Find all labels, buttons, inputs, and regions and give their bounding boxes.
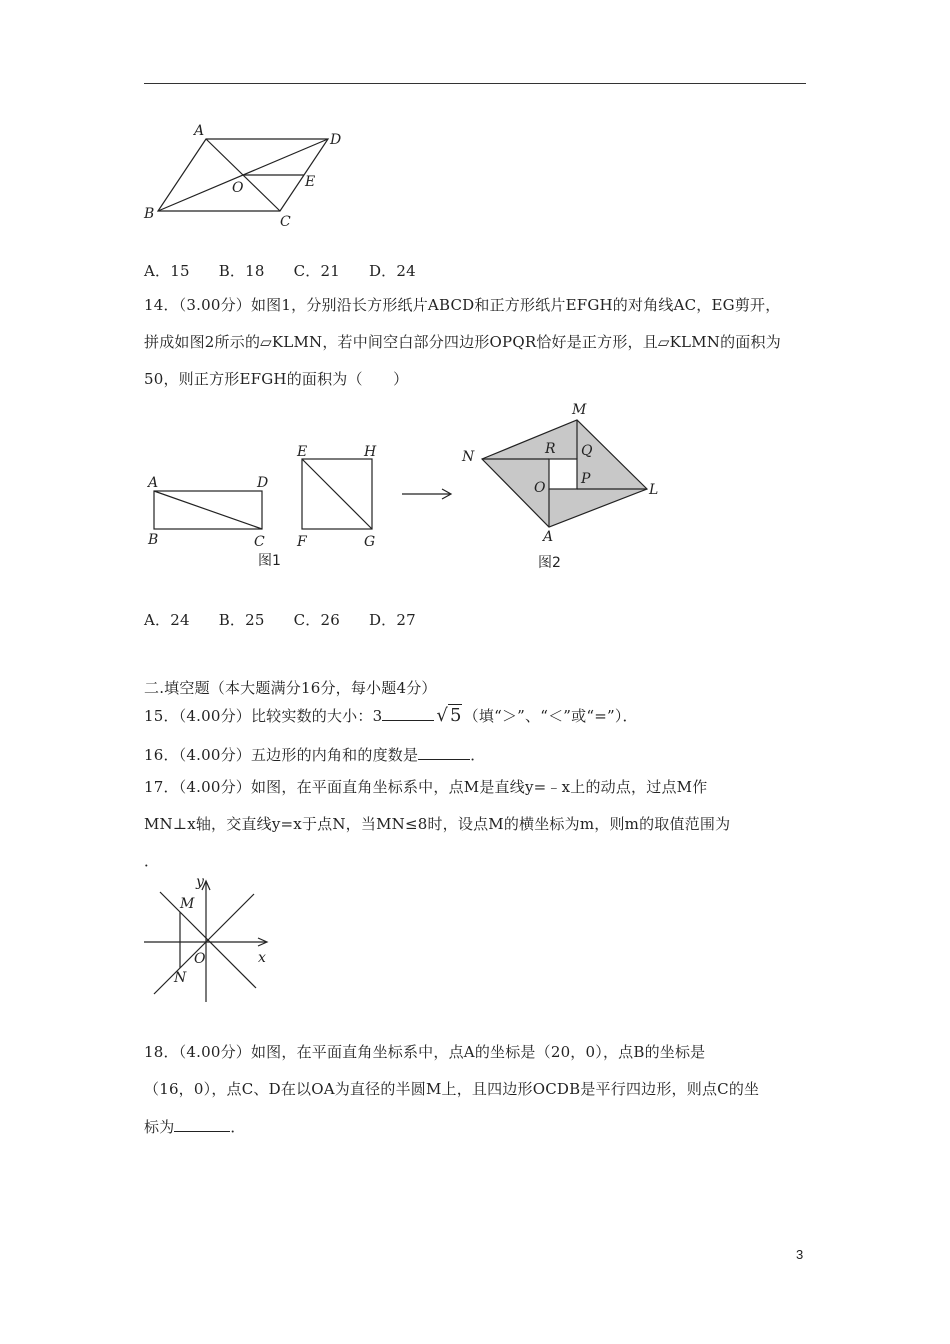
caption-fig1: 图1	[258, 553, 281, 569]
q14-line-2: 拼成如图2所示的▱KLMN，若中间空白部分四边形OPQR恰好是正方形，且▱KLMN的面积为	[144, 333, 781, 351]
q15-prefix: 15．（4.00分）比较实数的大小：3	[144, 707, 383, 725]
label-E: E	[297, 444, 308, 460]
figure-q14	[140, 398, 680, 582]
label-A: A	[194, 123, 205, 139]
label-C: C	[280, 214, 291, 230]
q17-line-3: ．	[144, 852, 160, 870]
label-O: O	[534, 480, 546, 496]
label-P: P	[581, 471, 591, 487]
choice-d: D．24	[368, 262, 416, 280]
q16-text: 16．（4.00分）五边形的内角和的度数是	[144, 746, 419, 764]
choice-b: B．18	[218, 262, 265, 280]
label-x: x	[258, 950, 266, 966]
q15-suffix: （填“＞”、“＜”或“=”）．	[463, 707, 638, 725]
choice-d: D．27	[368, 611, 416, 629]
label-O: O	[232, 180, 244, 196]
q18-prefix: 标为	[144, 1118, 175, 1136]
figure-q13-parallelogram	[140, 118, 360, 234]
q16-line	[144, 744, 485, 765]
header-rule	[144, 83, 806, 84]
label-G: G	[364, 534, 376, 550]
label-y: y	[196, 874, 204, 890]
q14-line-3: 50，则正方形EFGH的面积为（ ）	[144, 370, 409, 388]
q16-end: ．	[470, 746, 486, 764]
label-R: R	[545, 441, 556, 457]
q17-line-1: 17．（4.00分）如图，在平面直角坐标系中，点M是直线y=﹣x上的动点，过点M作	[144, 778, 708, 796]
figure-q17-axes	[140, 872, 280, 1012]
q15-line	[144, 705, 638, 726]
answer-blank[interactable]	[382, 706, 434, 721]
q13-choices	[144, 260, 440, 281]
q18-line-1: 18．（4.00分）如图，在平面直角坐标系中，点A的坐标是（20，0），点B的坐标是	[144, 1043, 706, 1061]
answer-blank[interactable]	[418, 745, 470, 760]
label-D: D	[330, 132, 342, 148]
label-O: O	[194, 951, 206, 967]
label-N: N	[174, 970, 187, 986]
label-A2: A	[543, 529, 554, 545]
q18-end: ．	[230, 1118, 246, 1136]
q18-line-3	[144, 1116, 246, 1137]
q17-line-2: MN⊥x轴，交直线y=x于点N，当MN≤8时，设点M的横坐标为m，则m的取值范围为	[144, 815, 731, 833]
page-number: 3	[796, 1247, 804, 1262]
choice-c: C．26	[293, 611, 340, 629]
choice-c: C．21	[293, 262, 340, 280]
label-B: B	[144, 206, 155, 222]
q14-choices	[144, 609, 440, 630]
sqrt-symbol: √ 5	[436, 705, 462, 726]
q14-line-1: 14．（3.00分）如图1，分别沿长方形纸片ABCD和正方形纸片EFGH的对角线AC，EG剪开，	[144, 296, 781, 314]
choice-a: A．15	[144, 262, 190, 280]
sqrt-radicand: 5	[450, 705, 462, 726]
caption-fig2: 图2	[538, 555, 561, 571]
label-E: E	[305, 174, 316, 190]
answer-blank[interactable]	[174, 1117, 230, 1132]
label-F: F	[297, 534, 307, 550]
label-M: M	[180, 896, 195, 912]
label-A: A	[148, 475, 159, 491]
label-B: B	[148, 532, 159, 548]
label-D: D	[257, 475, 269, 491]
label-L: L	[649, 482, 659, 498]
label-M: M	[572, 402, 587, 418]
choice-b: B．25	[218, 611, 265, 629]
label-Q: Q	[581, 443, 593, 459]
label-N: N	[462, 449, 475, 465]
label-H: H	[364, 444, 377, 460]
section-heading: 二.填空题（本大题满分16分，每小题4分）	[144, 679, 437, 697]
label-C: C	[254, 534, 265, 550]
q18-line-2: （16，0），点C、D在以OA为直径的半圆M上，且四边形OCDB是平行四边形，则点C的坐	[144, 1080, 760, 1098]
choice-a: A．24	[144, 611, 190, 629]
